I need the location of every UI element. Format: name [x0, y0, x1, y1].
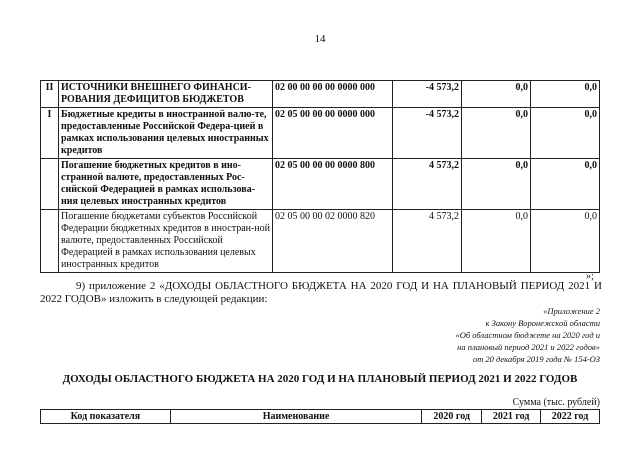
row-value-2021: 0,0 [462, 210, 531, 273]
amendment-paragraph [40, 280, 602, 306]
row-value-2020: 4 573,2 [393, 210, 462, 273]
row-name: Погашение бюджетных кредитов в ино-странной валюте, предоставленных Рос-сийской Федерацией в рамках использова-ния целевых иностранных кредитов [59, 159, 273, 210]
row-value-2020: -4 573,2 [393, 81, 462, 108]
header-row [41, 410, 600, 424]
appendix-reference [380, 305, 600, 365]
table-row [41, 81, 600, 108]
amendment-text: 9) приложение 2 «ДОХОДЫ ОБЛАСТНОГО БЮДЖЕТА НА 2020 ГОД И НА ПЛАНОВЫЙ ПЕРИОД 2021 И 2022 ГОДОВ» изложить в следующей редакции: [40, 280, 602, 305]
table-row [41, 210, 600, 273]
header-code: Код показателя [41, 410, 171, 424]
table-row [41, 108, 600, 159]
header-name: Наименование [170, 410, 421, 424]
row-name: Бюджетные кредиты в иностранной валю-те, предоставленные Российской Федера-цией в рамках использования целевых иностранных кредитов [59, 108, 273, 159]
row-code: 02 05 00 00 02 0000 820 [273, 210, 393, 273]
header-2022: 2022 год [541, 410, 600, 424]
appendix-line: к Закону Воронежской области [485, 318, 600, 328]
row-value-2020: 4 573,2 [393, 159, 462, 210]
row-number: I [41, 108, 59, 159]
table-row [41, 159, 600, 210]
row-code: 02 00 00 00 00 0000 000 [273, 81, 393, 108]
row-value-2022: 0,0 [531, 159, 600, 210]
row-number [41, 210, 59, 273]
appendix-line: на плановый период 2021 и 2022 годов» [457, 342, 600, 352]
row-number [41, 159, 59, 210]
row-value-2022: 0,0 [531, 210, 600, 273]
row-code: 02 05 00 00 00 0000 000 [273, 108, 393, 159]
row-value-2022: 0,0 [531, 108, 600, 159]
row-value-2021: 0,0 [462, 81, 531, 108]
row-value-2020: -4 573,2 [393, 108, 462, 159]
row-value-2021: 0,0 [462, 108, 531, 159]
revenue-table-header [40, 409, 600, 424]
page-number: 14 [314, 33, 326, 45]
section-title: ДОХОДЫ ОБЛАСТНОГО БЮДЖЕТА НА 2020 ГОД И НА ПЛАНОВЫЙ ПЕРИОД 2021 И 2022 ГОДОВ [62, 373, 578, 385]
row-code: 02 05 00 00 00 0000 800 [273, 159, 393, 210]
appendix-line: от 20 декабря 2019 года № 154-ОЗ [472, 354, 600, 364]
row-value-2022: 0,0 [531, 81, 600, 108]
appendix-line: «Об областном бюджете на 2020 год и [455, 330, 600, 340]
sources-table [40, 80, 600, 273]
row-value-2021: 0,0 [462, 159, 531, 210]
closing-quote: »; [586, 271, 594, 282]
row-name: ИСТОЧНИКИ ВНЕШНЕГО ФИНАНСИ-РОВАНИЯ ДЕФИЦИТОВ БЮДЖЕТОВ [59, 81, 273, 108]
row-number: II [41, 81, 59, 108]
row-name: Погашение бюджетами субъектов Российской Федерации бюджетных кредитов в иностран-ной валюте, предоставленных Российской Федерацией в рамках использования целевых иностранных кредитов [59, 210, 273, 273]
units-note: Сумма (тыс. рублей) [512, 397, 600, 408]
appendix-line: «Приложение 2 [543, 306, 600, 316]
header-2020: 2020 год [422, 410, 482, 424]
header-2021: 2021 год [482, 410, 541, 424]
